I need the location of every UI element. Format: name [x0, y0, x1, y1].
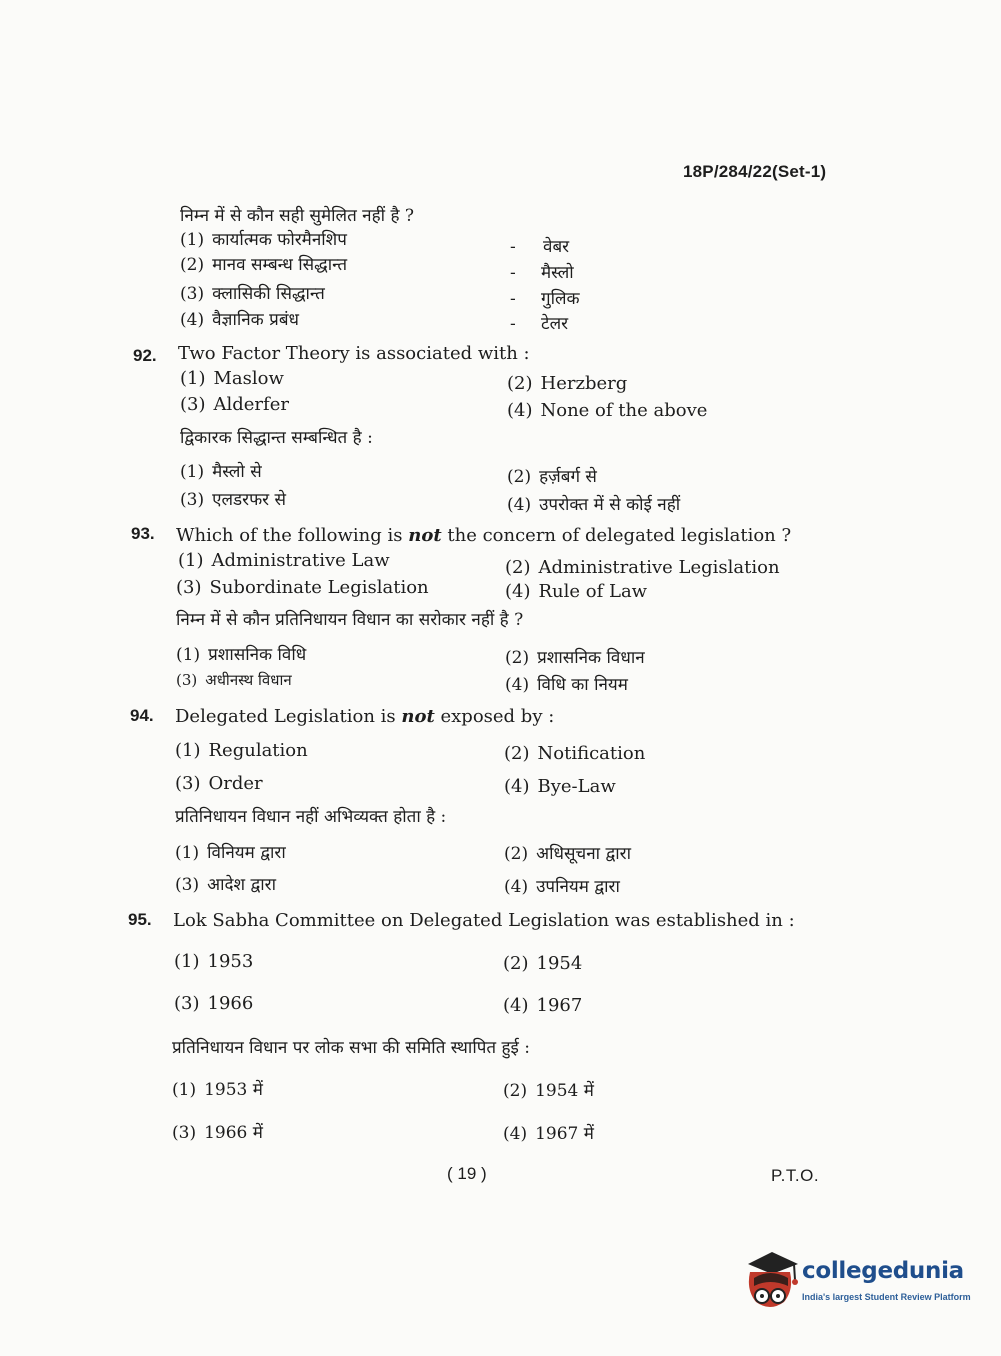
- q91-pair-4-right: टेलर: [541, 314, 569, 334]
- q94-hindi-option-1: (1) विनियम द्वारा: [175, 843, 286, 863]
- q95-hindi-option-2: (2) 1954 में: [503, 1081, 594, 1101]
- q92-hindi-option-2: (2) हर्ज़बर्ग से: [507, 467, 597, 487]
- q95-question: Lok Sabha Committee on Delegated Legislation was established in :: [173, 910, 795, 931]
- q92-question: Two Factor Theory is associated with :: [178, 343, 530, 364]
- q92-number: 92.: [133, 346, 157, 365]
- q91-pair-1-left: (1) कार्यात्मक फोरमैनशिप: [180, 230, 347, 250]
- q95-option-4: (4) 1967: [503, 995, 583, 1016]
- q91-pair-4-left: (4) वैज्ञानिक प्रबंध: [180, 310, 299, 330]
- q95-number: 95.: [128, 910, 152, 929]
- q95-hindi-option-4: (4) 1967 में: [503, 1124, 594, 1144]
- q94-hindi-question: प्रतिनिधायन विधान नहीं अभिव्यक्त होता है :: [175, 807, 447, 827]
- q92-option-1: (1) Maslow: [180, 368, 284, 389]
- q95-hindi-question: प्रतिनिधायन विधान पर लोक सभा की समिति स्थापित हुई :: [172, 1038, 530, 1058]
- q93-hindi-option-3: (3) अधीनस्थ विधान: [176, 671, 292, 689]
- q94-hindi-option-4: (4) उपनियम द्वारा: [504, 877, 620, 897]
- collegedunia-logo: [742, 1250, 972, 1314]
- q93-option-4: (4) Rule of Law: [505, 581, 648, 602]
- q91-pair-3-sep: -: [510, 289, 516, 309]
- q92-hindi-question: द्विकारक सिद्धान्त सम्बन्धित है :: [180, 428, 373, 448]
- q92-option-2: (2) Herzberg: [507, 373, 628, 394]
- q91-pair-2-left: (2) मानव सम्बन्ध सिद्धान्त: [180, 255, 348, 275]
- q91-pair-3-left: (3) क्लासिकी सिद्धान्त: [180, 284, 325, 304]
- q91-pair-4-sep: -: [510, 314, 516, 334]
- q91-pair-1-sep: -: [510, 237, 516, 257]
- pto-label: P.T.O.: [771, 1166, 820, 1185]
- q95-hindi-option-3: (3) 1966 में: [172, 1123, 263, 1143]
- q94-option-2: (2) Notification: [504, 743, 646, 764]
- q94-question: Delegated Legislation is not exposed by :: [175, 706, 555, 727]
- q95-hindi-option-1: (1) 1953 में: [172, 1080, 263, 1100]
- q91-pair-2-sep: -: [510, 263, 516, 283]
- q91-pair-2-right: मैस्लो: [541, 263, 574, 283]
- q95-option-2: (2) 1954: [503, 953, 583, 974]
- q91-pair-3-right: गुलिक: [541, 289, 580, 309]
- q93-option-2: (2) Administrative Legislation: [505, 557, 780, 578]
- q94-option-1: (1) Regulation: [175, 740, 308, 761]
- q92-hindi-option-3: (3) एलडरफर से: [180, 490, 287, 510]
- q95-option-1: (1) 1953: [174, 951, 254, 972]
- q94-option-4: (4) Bye-Law: [504, 776, 616, 797]
- q94-hindi-option-3: (3) आदेश द्वारा: [175, 875, 276, 895]
- q93-hindi-option-4: (4) विधि का नियम: [505, 675, 628, 695]
- q94-option-3: (3) Order: [175, 773, 263, 794]
- q94-number: 94.: [130, 706, 154, 725]
- q93-option-1: (1) Administrative Law: [178, 550, 390, 571]
- logo-tagline: India's largest Student Review Platform: [802, 1292, 971, 1302]
- q94-hindi-option-2: (2) अधिसूचना द्वारा: [504, 844, 632, 864]
- q92-hindi-option-4: (4) उपरोक्त में से कोई नहीं: [507, 495, 681, 515]
- q95-option-3: (3) 1966: [174, 993, 254, 1014]
- q93-hindi-question: निम्न में से कौन प्रतिनिधायन विधान का सरोकार नहीं है ?: [176, 610, 524, 630]
- q92-option-4: (4) None of the above: [507, 400, 708, 421]
- mascot-icon: [742, 1250, 800, 1312]
- q92-hindi-option-1: (1) मैस्लो से: [180, 462, 262, 482]
- paper-code: 18P/284/22(Set-1): [683, 162, 827, 181]
- q92-option-3: (3) Alderfer: [180, 394, 289, 415]
- q91-hindi-question: निम्न में से कौन सही सुमेलित नहीं है ?: [180, 206, 414, 226]
- logo-name: collegedunia: [802, 1258, 964, 1284]
- q93-hindi-option-2: (2) प्रशासनिक विधान: [505, 648, 645, 668]
- q93-hindi-option-1: (1) प्रशासनिक विधि: [176, 645, 307, 665]
- q91-pair-1-right: वेबर: [543, 237, 570, 257]
- page-number: ( 19 ): [447, 1164, 487, 1183]
- q93-question: Which of the following is not the concern of delegated legislation ?: [176, 525, 792, 546]
- q93-number: 93.: [131, 524, 155, 543]
- q93-option-3: (3) Subordinate Legislation: [176, 577, 429, 598]
